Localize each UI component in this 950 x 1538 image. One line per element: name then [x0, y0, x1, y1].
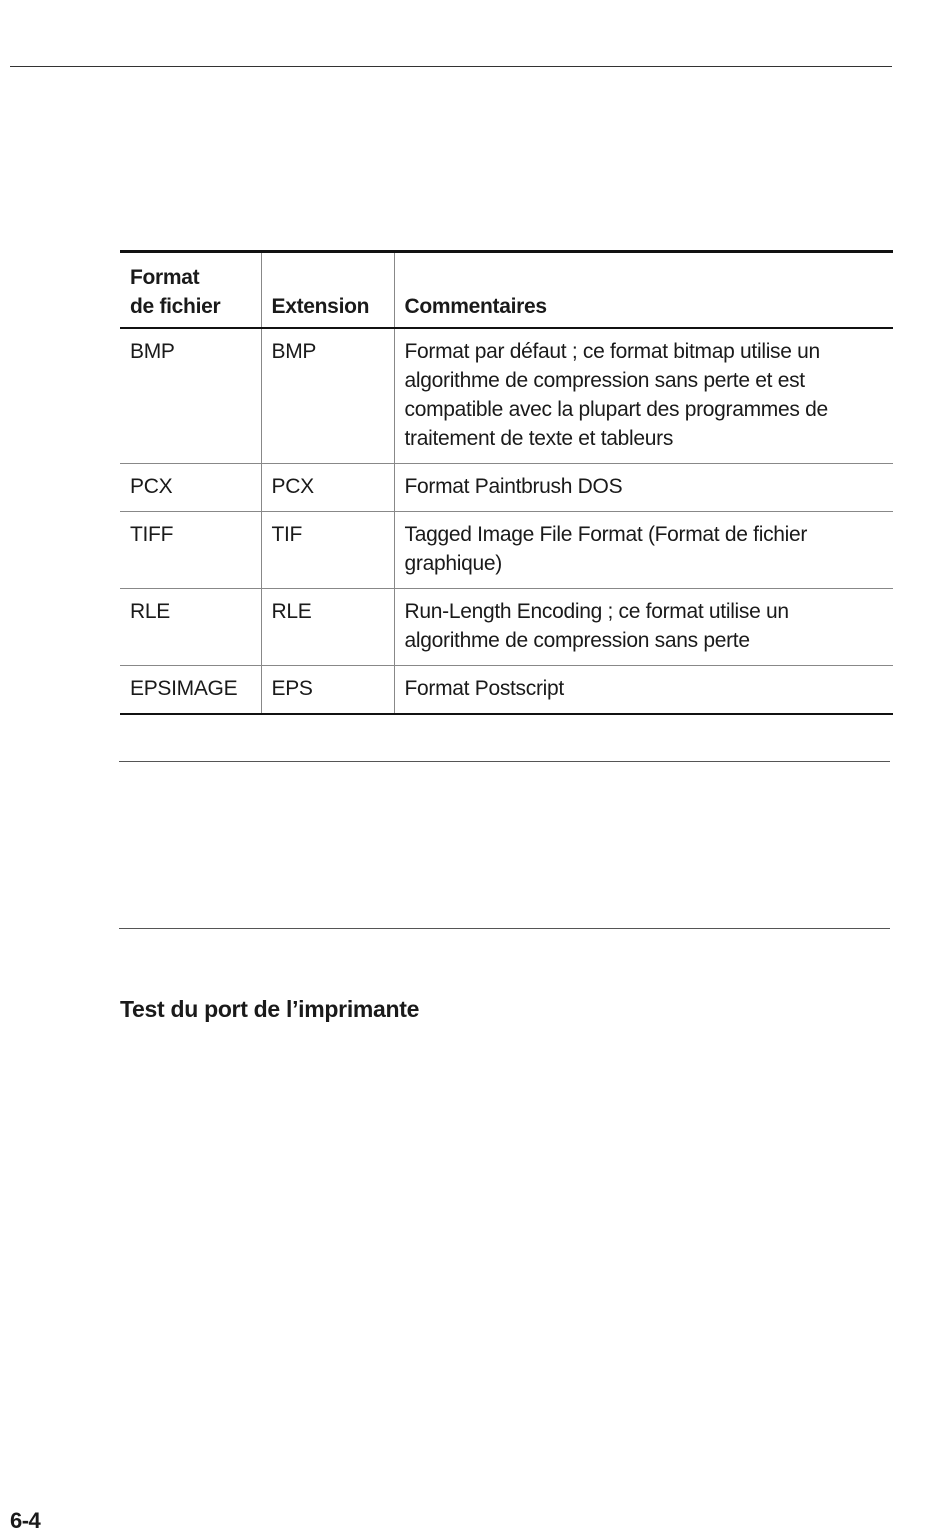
cell-format: TIFF	[130, 523, 174, 546]
header-comments: Commentaires	[394, 252, 893, 329]
cell-comment: Format par défaut ; ce format bitmap utilise un algorithme de compression sans perte et est compatible avec la plupart des programmes de traitement de texte et tableurs	[394, 328, 893, 464]
cell-format: BMP	[130, 340, 175, 363]
cell-comment: Format Postscript	[394, 666, 893, 715]
section-heading: Test du port de l’imprimante	[120, 996, 420, 1022]
header-file-format-line2: de fichier	[130, 295, 221, 318]
table-row	[120, 328, 893, 464]
cell-format: RLE	[130, 600, 170, 623]
page-number: 6-4	[10, 1508, 41, 1533]
cell-format: PCX	[130, 475, 173, 498]
cell-extension: PCX	[261, 464, 394, 512]
cell-comment: Format Paintbrush DOS	[394, 464, 893, 512]
table-header-row	[120, 252, 893, 329]
table-row	[120, 666, 893, 715]
file-format-table	[120, 250, 893, 715]
cell-extension: TIF	[261, 512, 394, 589]
top-rule	[10, 66, 892, 67]
cell-extension: RLE	[261, 589, 394, 666]
table-row	[120, 464, 893, 512]
table-row	[120, 512, 893, 589]
header-file-format	[120, 252, 261, 329]
divider-rule	[119, 928, 890, 929]
cell-comment: Run-Length Encoding ; ce format utilise un algorithme de compression sans perte	[394, 589, 893, 666]
cell-comment: Tagged Image File Format (Format de fichier graphique)	[394, 512, 893, 589]
cell-extension: EPS	[261, 666, 394, 715]
divider-rule	[119, 761, 890, 762]
table-row	[120, 589, 893, 666]
header-file-format-line1: Format	[130, 266, 200, 289]
header-extension: Extension	[261, 252, 394, 329]
cell-extension: BMP	[261, 328, 394, 464]
cell-format: EPSIMAGE	[130, 677, 238, 700]
